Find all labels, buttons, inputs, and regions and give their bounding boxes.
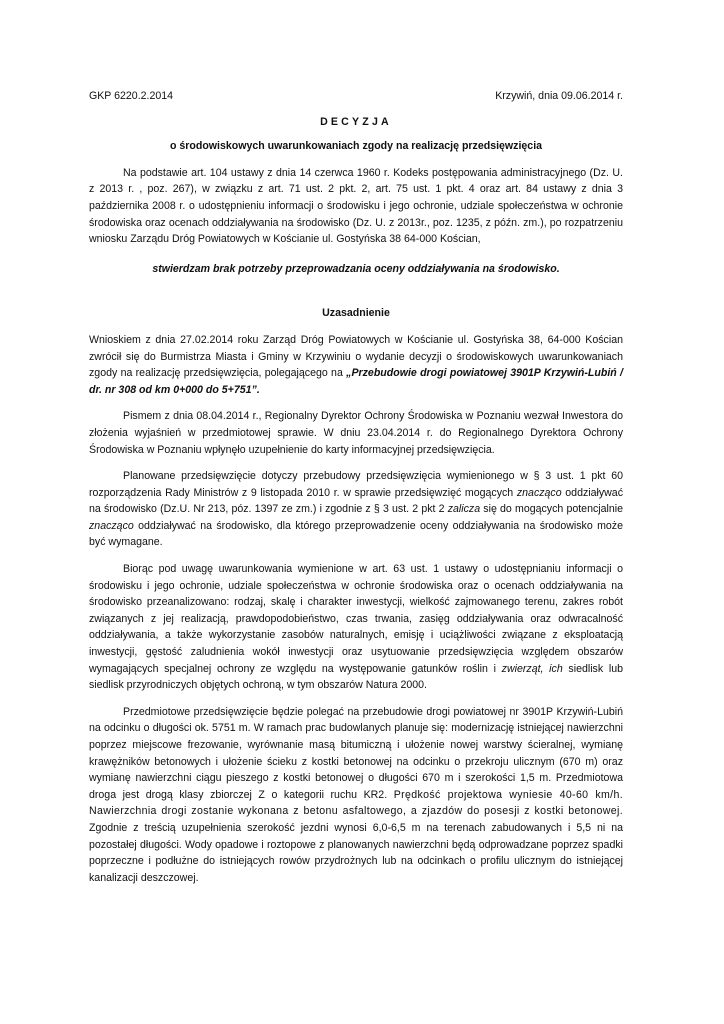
emphasis-zalicza: zalicza <box>447 503 481 516</box>
document-title: DECYZJA <box>320 115 392 128</box>
emphasis-znaczaco-1: znacząco <box>516 486 562 499</box>
legal-basis-paragraph: Na podstawie art. 104 ustawy z dnia 14 czerwca 1960 r. Kodeks postępowania administracyjnego (Dz. U. z 2013 r. , poz. 267), w związku z art. 71 ust. 2 pkt. 2, art. 75 ust. 1 pkt. 4 oraz art. 84 ustawy z dnia 3 października 2008 r. o udostępnieniu informacji o środowisku i jego ochronie, udziale społeczeństwa w ochronie środowiska oraz ocenach oddziaływania na środowisko (Dz. U. z 2013r., poz. 1235, z późn. zm.), po rozpatrzeniu wniosku Zarządu Dróg Powiatowych w Kościanie ul. Gostyńska 38 64-000 Kościan, <box>89 166 623 246</box>
paragraph-application <box>89 332 623 398</box>
document-page <box>89 88 623 886</box>
paragraph-application-text: Wnioskiem z dnia 27.02.2014 roku Zarząd Dróg Powiatowych w Kościanie ul. Gostyńska 38, 64-000 Kościan zwrócił się do Burmistrza Miasta i Gminy w Krzywiniu o wydanie decyzji o środowiskowych uwarunkowaniach zgody na realizację przedsięwzięcia, polegającego na <box>89 333 623 380</box>
emphasis-zwierzat: zwierząt, ich <box>501 662 563 675</box>
paragraph-project-speed: Prędkość projektowa wyniesie 40-60 km/h. Nawierzchnia drogi zostanie wykonana z betonu asfaltowego, a zjazdów do posesji z kostki betonowej. <box>89 788 623 818</box>
emphasis-znaczaco-2: znacząco <box>89 519 134 532</box>
paragraph-analysis-text-2: siedlisk lub siedlisk przyrodniczych objętych ochroną, w tym obszarów Natura 2000. <box>89 662 623 692</box>
case-reference: GKP 6220.2.2014 <box>89 90 174 102</box>
decision-statement: stwierdzam brak potrzeby przeprowadzania oceny oddziaływania na środowisko. <box>152 262 560 275</box>
paragraph-project-text-1: Przedmiotowe przedsięwzięcie będzie polegać na przebudowie drogi powiatowej nr 3901P Krzywiń-Lubiń na odcinku o długości ok. 5751 m. W ramach prac budowlanych planuje się: modernizację istniejącej nawierzchni poprzez miejscowe frezowanie, wyrównanie masą bitumiczną i ułożenie nowej warstwy ścieralnej, wymianę krawężników betonowych i ułożenie ścieku z kostki betonowej na odcinku o przekroju ulicznym (670 m) oraz wymianę nawierzchni ciągu pieszego z kostki betonowej o długości 670 m i szerokości 1,5 m. Przedmiotowa droga jest drogą klasy zbiorczej Z o kategorii ruchu KR2. <box>89 705 623 801</box>
paragraph-project-text-2: Zgodnie z treścią uzupełnienia szerokość jezdni wynosi 6,0-6,5 m na terenach zabudowanych i 5,5 ni na pozostałej długości. Wody opadowe i roztopowe z planowanych nawierzchni będą odprowadzane poprzez spadki poprzeczne i podłużne do istniejących rowów przydrożnych lub na odcinkach o profilu ulicznym do istniejącej kanalizacji deszczowej. <box>89 821 623 884</box>
paragraph-analysis <box>89 561 623 694</box>
paragraph-classification-text-3: się do mogących potencjalnie <box>480 503 623 516</box>
paragraph-project-description <box>89 704 623 887</box>
document-subtitle: o środowiskowych uwarunkowaniach zgody na realizację przedsięwzięcia <box>169 140 543 153</box>
paragraph-classification-text-1: Planowane przedsięwzięcie dotyczy przebudowy przedsięwzięcia wymienionego w § 3 ust. 1 pkt 60 rozporządzenia Rady Ministrów z 9 listopada 2010 r. w sprawie przedsięwzięć mogących <box>89 470 623 499</box>
place-and-date: Krzywiń, dnia 09.06.2014 r. <box>495 90 623 102</box>
paragraph-classification-text-2: oddziaływać na środowisko (Dz.U. Nr 213, póz. 1397 ze zm.) i zgodnie z § 3 ust. 2 pkt 2 <box>89 486 623 516</box>
paragraph-classification-text-4: oddziaływać na środowisko, dla którego przeprowadzenie oceny oddziaływania na środowisko może być wymagane. <box>89 519 623 549</box>
paragraph-classification <box>89 468 623 551</box>
justification-heading: Uzasadnienie <box>322 307 390 320</box>
document-header <box>89 88 623 105</box>
project-name: „Przebudowie drogi powiatowej 3901P Krzywiń-Lubiń / dr. nr 308 od km 0+000 do 5+751”. <box>89 367 623 396</box>
paragraph-rdos-letter: Pismem z dnia 08.04.2014 r., Regionalny Dyrektor Ochrony Środowiska w Poznaniu wezwał Inwestora do złożenia wyjaśnień w przedmiotowej sprawie. W dniu 23.04.2014 r. do Regionalnego Dyrektora Ochrony Środowiska w Poznaniu wpłynęło uzupełnienie do karty informacyjnej przedsięwzięcia. <box>89 410 623 456</box>
paragraph-analysis-text-1: Biorąc pod uwagę uwarunkowania wymienione w art. 63 ust. 1 ustawy o udostępnianiu informacji o środowisku i jego ochronie, udziale społeczeństwa w ochronie środowiska oraz o ocenach oddziaływania na środowisko przeanalizowano: rodzaj, skalę i charakter inwestycji, wielkość zajmowanego terenu, zakres robót związanych z jej realizacją, prawdopodobieństwo, czas trwania, zasięg oddziaływania oraz odwracalność oddziaływania, a także wykorzystanie zasobów naturalnych, emisję i uciążliwości związane z eksploatacją inwestycji, gęstość zaludnienia wokół inwestycji oraz usytuowanie przedsięwzięcia względem obszarów wymagających specjalnej ochrony ze względu na występowanie gatunków roślin i <box>89 563 623 675</box>
